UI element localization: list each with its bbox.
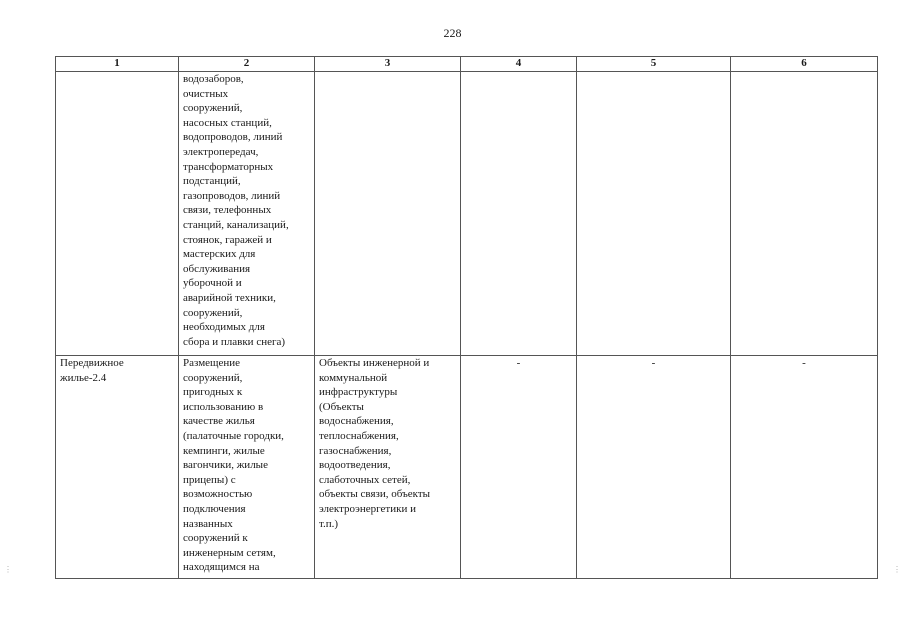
row1-col3	[315, 72, 461, 356]
scan-edge-mark-left: ⋮	[4, 565, 12, 574]
row1-col5	[577, 72, 731, 356]
row1-col4	[461, 72, 577, 356]
table-header-row	[56, 57, 878, 72]
column-header-4: 4	[461, 57, 577, 72]
row2-col1: Передвижное жилье-2.4	[56, 356, 179, 579]
table-row	[56, 72, 878, 356]
row1-col1	[56, 72, 179, 356]
row2-col2: Размещение сооружений, пригодных к использованию в качестве жилья (палаточные городки, кемпинги, жилые вагончики, жилые прицепы) с возможностью подключения названных сооружений к инженерным сетям, находящимся на	[179, 356, 315, 579]
column-header-1: 1	[56, 57, 179, 72]
column-header-5: 5	[577, 57, 731, 72]
row1-col2: водозаборов, очистных сооружений, насосных станций, водопроводов, линий электропередач, трансформаторных подстанций, газопроводов, линий связи, телефонных станций, канализаций, стоянок, гаражей и мастерских для обслуживания уборочной и аварийной техники, сооружений, необходимых для сбора и плавки снега)	[179, 72, 315, 356]
row2-col6: -	[731, 356, 878, 579]
row1-col6	[731, 72, 878, 356]
row2-col5: -	[577, 356, 731, 579]
column-header-2: 2	[179, 57, 315, 72]
row2-col4: -	[461, 356, 577, 579]
table-row	[56, 356, 878, 579]
column-header-6: 6	[731, 57, 878, 72]
scan-edge-mark-right: ⋮	[893, 565, 901, 574]
document-table	[55, 56, 878, 579]
row2-col3: Объекты инженерной и коммунальной инфраструктуры (Объекты водоснабжения, теплоснабжения, газоснабжения, водоотведения, слаботочных сетей, объекты связи, объекты электроэнергетики и т.п.)	[315, 356, 461, 579]
page-number: 228	[443, 26, 462, 40]
column-header-3: 3	[315, 57, 461, 72]
